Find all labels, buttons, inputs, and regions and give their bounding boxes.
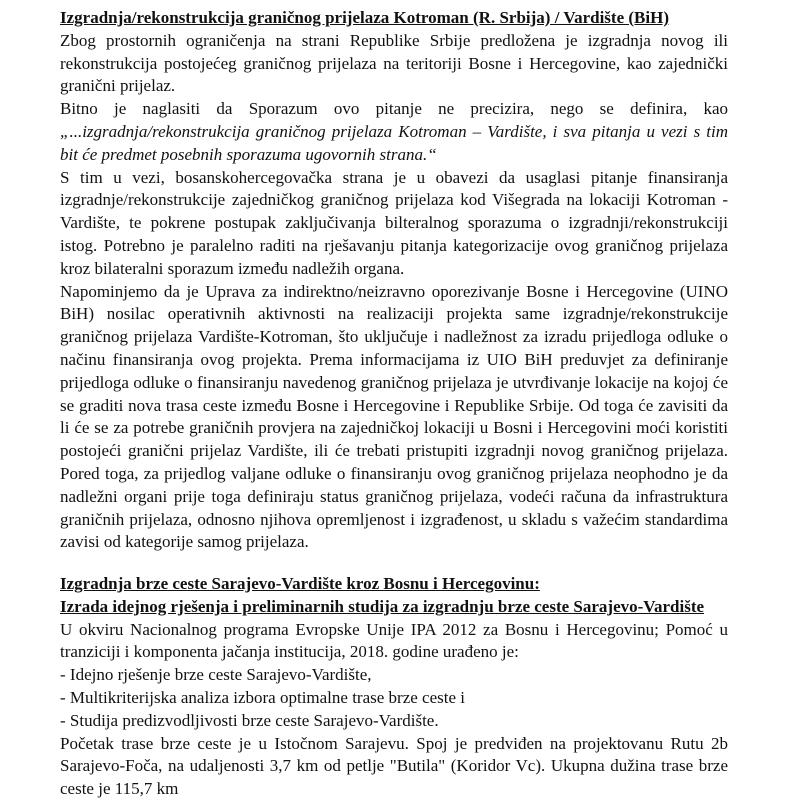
section-heading-expressway: Izgradnja brze ceste Sarajevo-Vardište kroz Bosnu i Hercegovinu:	[60, 574, 540, 593]
list-item: - Multikriterijska analiza izbora optimalne trase brze ceste i	[60, 687, 465, 707]
paragraph-financing-obligation: S tim u vezi, bosanskohercegovačka strana je u obavezi da usaglasi pitanje finansiranja izgradnje/rekonstrukcije zajedničkog graničnog prijelaza kod Višegrada na lokaciji Kotroman - Vardište, te pokrene postupak zaključivanja bilteralnog sporazuma o izgradnji/rekonstrukciji istog. Potrebno je paralelno raditi na rješavanju pitanja kategorizacije ovog graničnog prijelaza kroz bilateralni sporazum između nadležih organa.	[60, 167, 728, 278]
section-border-crossing	[60, 7, 728, 554]
paragraph-uino-responsibility: Napominjemo da je Uprava za indirektno/neizravno oporezivanje Bosne i Hercegovine (UINO BiH) nosilac operativnih aktivnosti na realizaciji projekta same izgradnje/rekonstrukcije graničnog prijelaza Vardište-Kotroman, što uključuje i nadležnost za izradu prijedloga odluke o načinu finansiranja ovog projekta. Prema informacijama iz UIO BiH preduvjet za definiranje prijedloga odluke o finansiranju navedenog graničnog prijelaza je utvrđivanje lokacije na kojoj će se graditi nova trasa ceste između Bosne i Hercegovine i Republike Srbije. Od toga će zavisiti da li će se za potrebe graničnih provjera na zajedničkoj lokaciji u Bosni i Hercegovini moći koristiti postojeći granični prijelaz Vardište, ili će trebati pristupiti izgradnji novog graničnog prijelaza. Pored toga, za prijedlog valjane odluke o finansiranju ovog graničnog prijelaza neophodno je da nadležni organi prije toga definiraju status graničnog prijelaza, vodeći računa da infrastruktura graničnih prijelaza, odnosno njihova opremljenost i izgrađenost, u skladu s važećim standardima zavisi od kategorije samog prijelaza.	[60, 281, 728, 552]
paragraph-agreement-text: Bitno je naglasiti da Sporazum ovo pitanje ne precizira, nego se definira, kao	[60, 99, 728, 119]
section-expressway	[60, 573, 728, 801]
subsection-heading-preliminary-studies: Izrada idejnog rješenja i preliminarnih studija za izgradnju brze ceste Sarajevo-Vardište	[60, 596, 705, 616]
list-item: - Idejno rješenje brze ceste Sarajevo-Vardište,	[60, 665, 372, 685]
section-heading-border-crossing: Izgradnja/rekonstrukcija graničnog prijelaza Kotroman (R. Srbija) / Vardište (BiH)	[60, 8, 669, 27]
paragraph-agreement	[60, 98, 728, 166]
paragraph-spatial-constraints: Zbog prostornih ograničenja na strani Republike Srbije predložena je izgradnja novog ili rekonstrukcija postojećeg graničnog prijelaza na teritoriji Bosne i Hercegovine, kao zajednički granični prijelaz.	[60, 30, 728, 96]
list-item: - Studija predizvodljivosti brze ceste Sarajevo-Vardište.	[60, 710, 439, 730]
paragraph-route-start: Početak trase brze ceste je u Istočnom Sarajevu. Spoj je predviđen na projektovanu Rutu 2b Sarajevo-Foča, na udaljenosti 3,7 km od petlje "Butila" (Koridor Vc). Ukupna dužina trase brze ceste je 115,7 km	[60, 733, 728, 799]
agreement-quote: „...izgradnja/rekonstrukcija graničnog prijelaza Kotroman – Vardište, i sva pitanja u vezi s tim bit će predmet posebnih sporazuma ugovornih strana.“	[60, 121, 728, 164]
paragraph-ipa-program: U okviru Nacionalnog programa Evropske Unije IPA 2012 za Bosnu i Hercegovinu; Pomoć u tranziciji i komponenta jačanja institucija, 2018. godine urađeno je:	[60, 619, 728, 662]
